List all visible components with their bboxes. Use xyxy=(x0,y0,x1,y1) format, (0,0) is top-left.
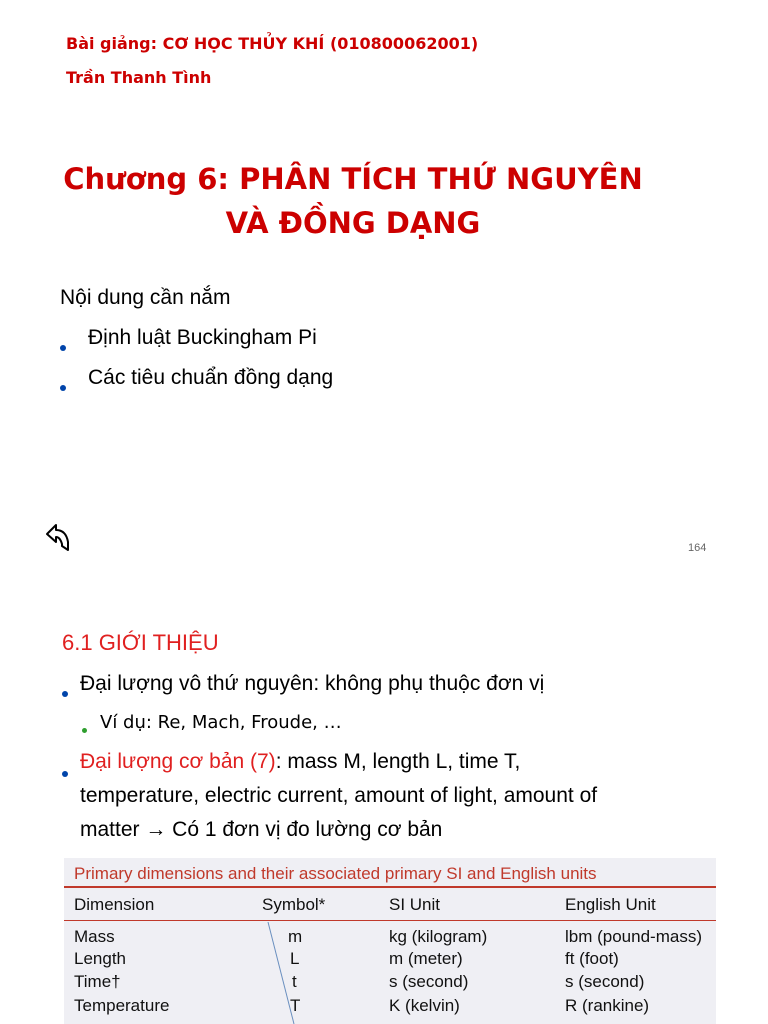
cell-time-si: s (second) xyxy=(389,972,469,991)
bullet-buckingham: Định luật Buckingham Pi xyxy=(88,326,317,349)
bullet-dot xyxy=(62,684,68,702)
sub-bullet-dot xyxy=(82,720,87,738)
bullet-similarity: Các tiêu chuẩn đồng dạng xyxy=(88,366,334,389)
cell-mass-si: kg (kilogram) xyxy=(389,927,488,946)
header-si-unit: SI Unit xyxy=(389,895,441,914)
cell-temperature-symbol: T xyxy=(290,996,301,1015)
bullet-primary-line2: temperature, electric current, amount of light, amount of xyxy=(80,784,598,807)
bullet-dot xyxy=(62,764,68,782)
cell-length-english: ft (foot) xyxy=(565,949,619,968)
chapter-title-line2: VÀ ĐỒNG DẠNG xyxy=(225,206,481,240)
cell-mass-symbol: m xyxy=(288,927,303,946)
author-name: Trần Thanh Tình xyxy=(66,68,212,87)
cell-time: Time† xyxy=(74,972,121,991)
bullet-dot xyxy=(60,338,66,356)
table-top-rule xyxy=(64,886,716,888)
bullet-primary-line3: matter → Có 1 đơn vị đo lường cơ bản xyxy=(80,818,443,841)
header-symbol: Symbol* xyxy=(262,895,326,914)
bullet-dot xyxy=(60,378,66,396)
intro-text: Nội dung cần nắm xyxy=(60,286,231,309)
bullet-dimensionless: Đại lượng vô thứ nguyên: không phụ thuộc đơn vị xyxy=(80,672,545,695)
cell-length-symbol: L xyxy=(290,949,300,968)
cell-temperature-si: K (kelvin) xyxy=(389,996,460,1015)
cell-mass: Mass xyxy=(74,927,115,946)
cell-length-si: m (meter) xyxy=(389,949,463,968)
cell-temperature: Temperature xyxy=(74,996,170,1015)
section-title: 6.1 GIỚI THIỆU xyxy=(62,630,219,655)
chapter-title-line1: Chương 6: PHÂN TÍCH THỨ NGUYÊN xyxy=(63,162,643,196)
cell-time-symbol: t xyxy=(292,972,297,991)
highlight-primary-quantities: Đại lượng cơ bản (7) xyxy=(80,750,276,773)
header-english-unit: English Unit xyxy=(565,895,656,914)
cell-temperature-english: R (rankine) xyxy=(565,996,650,1015)
page-number: 164 xyxy=(688,542,707,554)
bullet-primary-quantities xyxy=(80,750,520,774)
primary-dimensions-table xyxy=(64,858,716,1024)
cell-time-english: s (second) xyxy=(565,972,645,991)
header-rule xyxy=(64,920,716,921)
bullet-primary-line1: : mass M, length L, time T, xyxy=(275,750,521,773)
table-caption: Primary dimensions and their associated primary SI and English units xyxy=(74,864,597,883)
cell-length: Length xyxy=(74,949,126,968)
course-title: Bài giảng: CƠ HỌC THỦY KHÍ (010800062001) xyxy=(66,34,479,53)
cell-mass-english: lbm (pound-mass) xyxy=(565,927,702,946)
header-dimension: Dimension xyxy=(74,895,155,914)
return-arrow-icon[interactable] xyxy=(44,520,74,554)
sub-bullet-examples: Ví dụ: Re, Mach, Froude, … xyxy=(100,712,342,733)
